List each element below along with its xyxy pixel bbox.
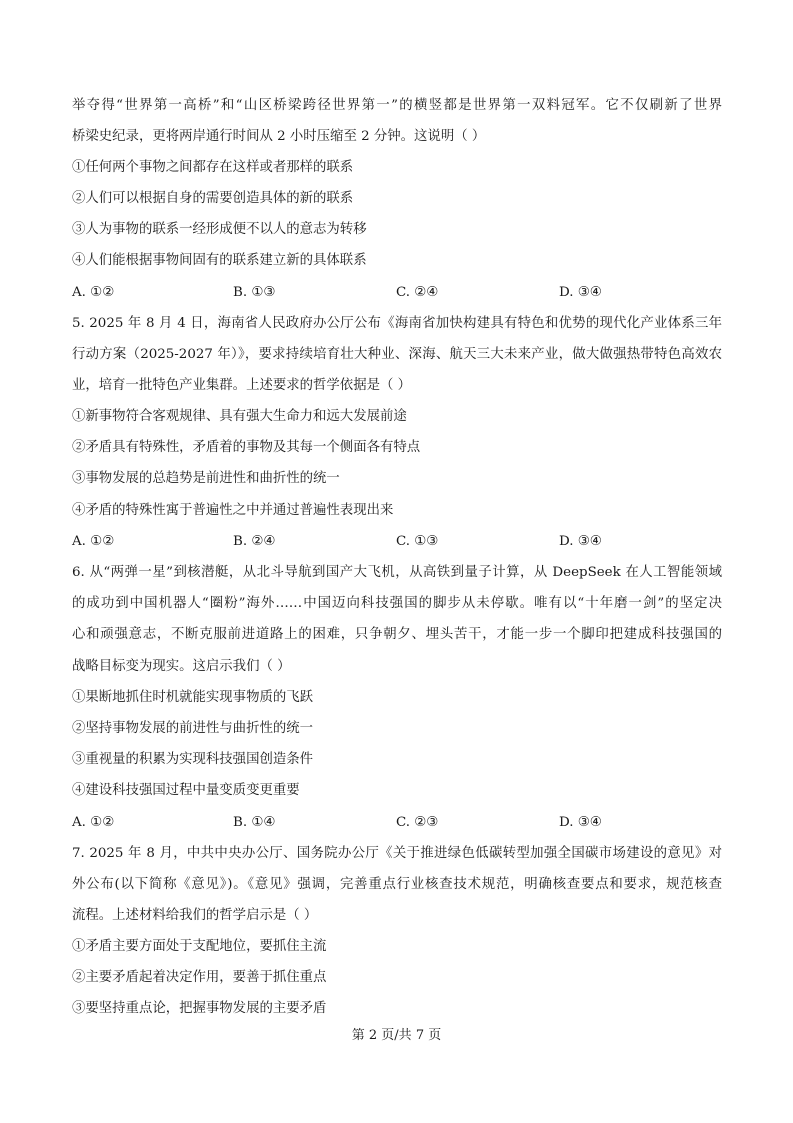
q4-options [72, 284, 722, 302]
q7-statement-2: ②主要矛盾起着决定作用，要善于抓住重点 [72, 970, 327, 985]
q5-statement-4: ④矛盾的特殊性寓于普遍性之中并通过普遍性表现出来 [72, 503, 394, 518]
q4-stem-line-1: 举夺得“世界第一高桥”和“山区桥梁跨径世界第一”的横竖都是世界第一双料冠军。它不仅刷新了世界 [72, 98, 722, 113]
q6-statement-1: ①果断地抓住时机就能实现事物质的飞跃 [72, 690, 314, 705]
q6-option-a: A. ①② [72, 815, 115, 830]
q7-statement-1: ①矛盾主要方面处于支配地位，要抓住主流 [72, 939, 327, 954]
q4-option-a: A. ①② [72, 285, 115, 300]
q5-statement-1: ①新事物符合客观规律、具有强大生命力和远大发展前途 [72, 409, 407, 424]
q6-stem-line-4: 战略目标变为现实。这启示我们（ ） [72, 659, 291, 674]
q7-stem-line-3: 流程。上述材料给我们的哲学启示是（ ） [72, 908, 318, 923]
q4-option-d: D. ③④ [559, 285, 602, 300]
q5-option-d: D. ③④ [559, 534, 602, 549]
q5-stem-line-3: 业，培育一批特色产业集群。上述要求的哲学依据是（ ） [72, 378, 412, 393]
q4-option-c: C. ②④ [396, 285, 439, 300]
q5-option-a: A. ①② [72, 534, 115, 549]
q5-stem-line-2: 行动方案（2025-2027 年）》，要求持续培育壮大种业、深海、航天三大未来产业，做大做强热带特色高效农 [72, 347, 722, 362]
q4-statement-4: ④人们能根据事物间固有的联系建立新的具体联系 [72, 253, 367, 268]
q5-stem-line-1: 5. 2025 年 8 月 4 日，海南省人民政府办公厅公布《海南省加快构建具有特色和优势的现代化产业体系三年 [72, 316, 722, 331]
q7-statement-3: ③要坚持重点论，把握事物发展的主要矛盾 [72, 1001, 327, 1016]
q6-stem-line-1: 6. 从“两弹一星”到核潜艇，从北斗导航到国产大飞机，从高铁到量子计算，从 DeepSeek 在人工智能领域 [72, 565, 722, 580]
q5-statement-2: ②矛盾具有特殊性，矛盾着的事物及其每一个侧面各有特点 [72, 440, 421, 455]
q6-statement-2: ②坚持事物发展的前进性与曲折性的统一 [72, 721, 314, 736]
q7-stem-line-1: 7. 2025 年 8 月，中共中央办公厅、国务院办公厅《关于推进绿色低碳转型加强全国碳市场建设的意见》对 [72, 846, 722, 861]
q5-options [72, 533, 722, 551]
q4-statement-3: ③人为事物的联系一经形成便不以人的意志为转移 [72, 222, 367, 237]
q7-stem-line-2: 外公布(以下简称《意见》)。《意见》强调，完善重点行业核查技术规范，明确核查要点和要求，规范核查 [72, 877, 722, 892]
q6-statement-4: ④建设科技强国过程中量变质变更重要 [72, 783, 300, 798]
page-number-footer: 第 2 页/共 7 页 [351, 1028, 442, 1043]
q6-option-b: B. ①④ [233, 815, 276, 830]
q6-option-d: D. ③④ [559, 815, 602, 830]
q6-stem-line-3: 心和顽强意志，不断克服前进道路上的困难，只争朝夕、埋头苦干，才能一步一个脚印把建成科技强国的 [72, 627, 722, 642]
q6-statement-3: ③重视量的积累为实现科技强国创造条件 [72, 752, 314, 767]
q6-option-c: C. ②③ [396, 815, 439, 830]
q5-option-b: B. ②④ [233, 534, 276, 549]
q5-option-c: C. ①③ [396, 534, 439, 549]
q4-statement-2: ②人们可以根据自身的需要创造具体的新的联系 [72, 191, 354, 206]
q4-option-b: B. ①③ [233, 285, 276, 300]
q6-options [72, 814, 722, 832]
q4-statement-1: ①任何两个事物之间都存在这样或者那样的联系 [72, 160, 354, 175]
q4-stem-line-2: 桥梁史纪录，更将两岸通行时间从 2 小时压缩至 2 分钟。这说明（ ） [72, 129, 486, 144]
q5-statement-3: ③事物发展的总趋势是前进性和曲折性的统一 [72, 471, 340, 486]
q6-stem-line-2: 的成功到中国机器人“圈粉”海外……中国迈向科技强国的脚步从未停歇。唯有以“十年磨一剑”的坚定决 [72, 596, 722, 611]
